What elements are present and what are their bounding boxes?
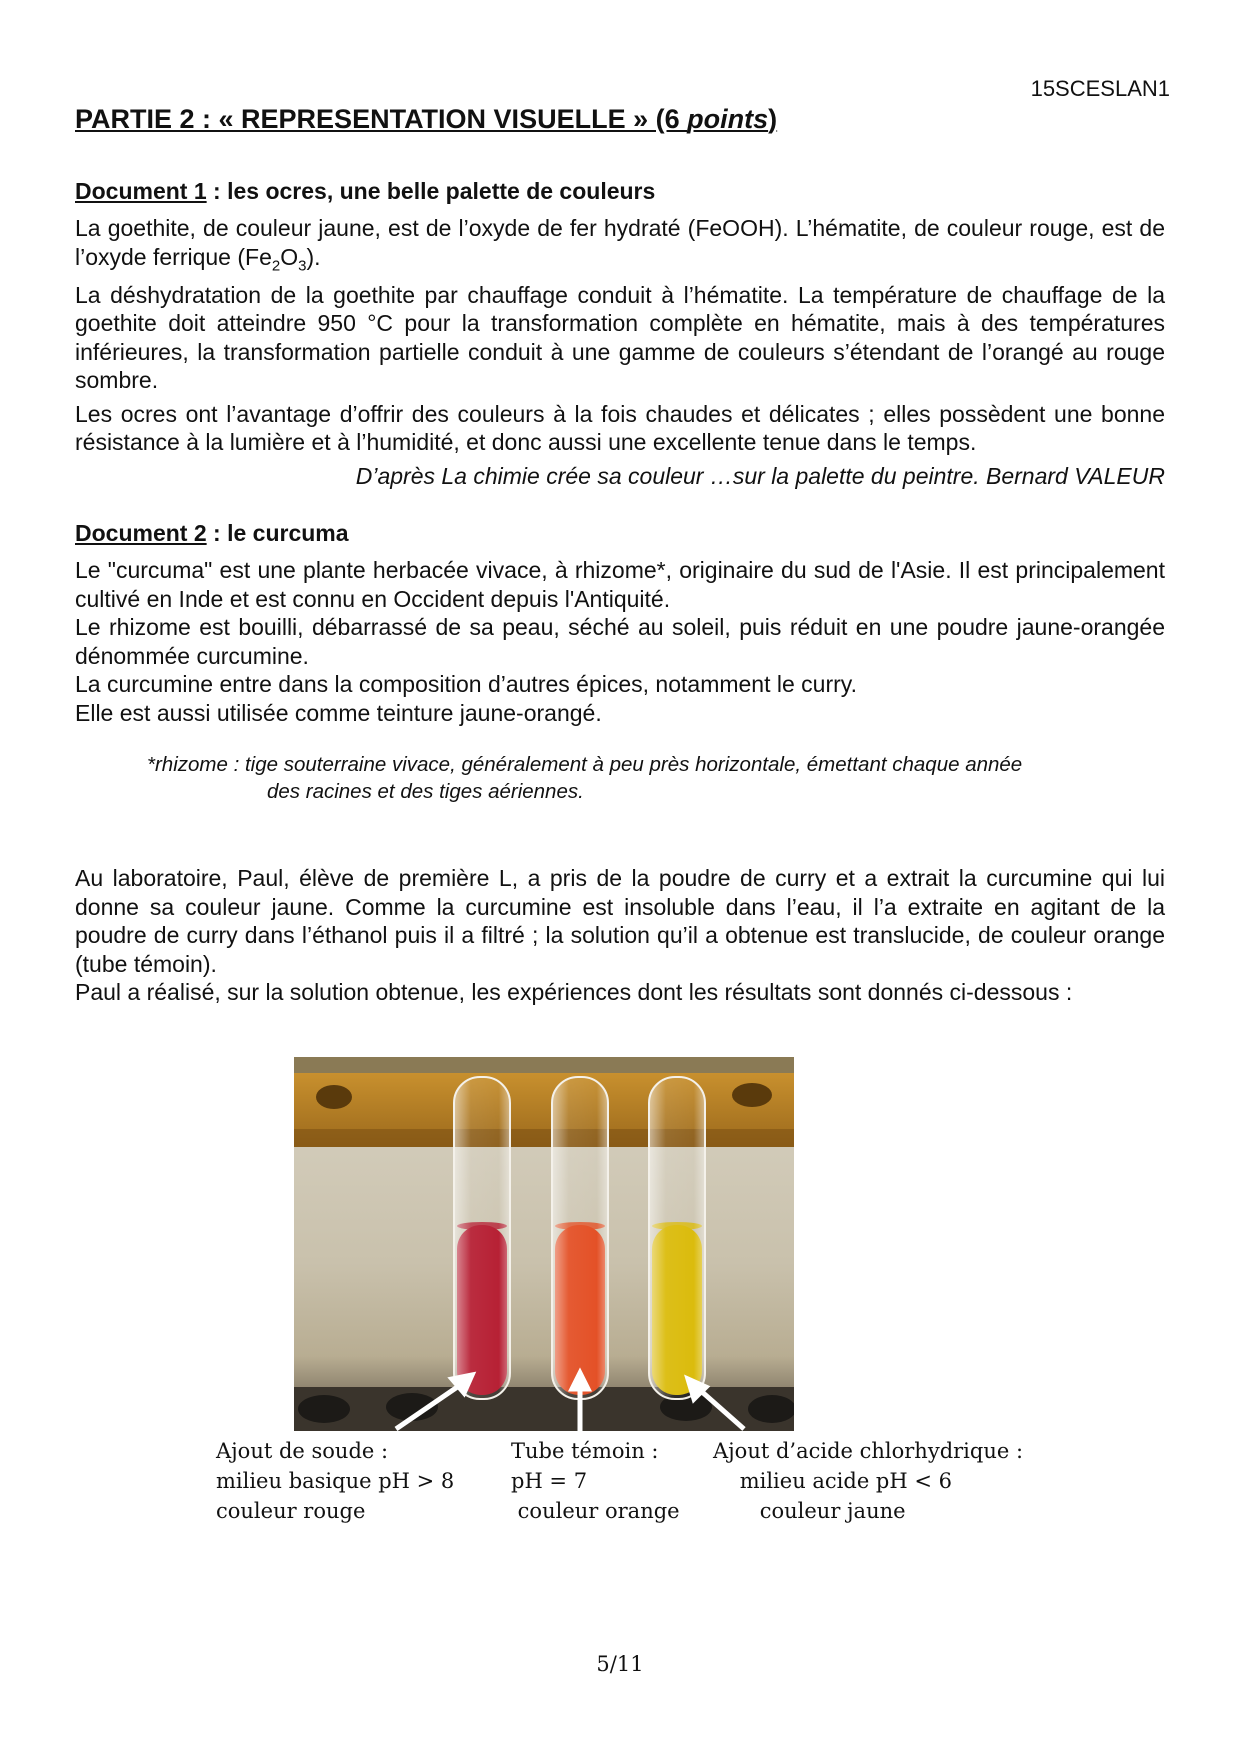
page-title: PARTIE 2 : « REPRESENTATION VISUELLE » (6 points) — [75, 104, 778, 134]
footnote-rhizome: *rhizome : tige souterraine vivace, généralement à peu près horizontale, émettant chaque année des racines et des tiges aériennes. — [147, 753, 1023, 803]
document-1 — [75, 178, 1165, 490]
tube-temoin — [552, 1077, 608, 1399]
experiment-paragraph-1: Au laboratoire, Paul, élève de première L, a pris de la poudre de curry et a extrait la curcumine qui lui donne sa couleur jaune. Comme la curcumine est insoluble dans l’eau, il l’a extraite en agitant de la poudre de curry dans l’éthanol puis il a filtré ; la solution qu’il a obtenue est translucide, de couleur orange (tube témoin). — [75, 865, 1165, 977]
experiment-paragraph-2: Paul a réalisé, sur la solution obtenue, les expériences dont les résultats sont donnés ci-dessous : — [75, 979, 1073, 1005]
exam-code: 15SCESLAN1 — [1030, 76, 1170, 101]
tube-soude — [454, 1077, 510, 1399]
caption-temoin: Tube témoin : pH = 7 couleur orange — [511, 1439, 680, 1523]
tube-acide-glass — [649, 1077, 705, 1399]
experiment-text — [75, 864, 1165, 1007]
document-2-paragraph-3: La curcumine entre dans la composition d’autres épices, notamment le curry. — [75, 671, 857, 697]
document-1-paragraph-2: La déshydratation de la goethite par chauffage conduit à l’hématite. La température de chauffage de la goethite doit atteindre 950 °C pour la transformation complète en hématite, mais à des températures inférieures, la transformation partielle conduit à une gamme de couleurs s’étendant de l’orangé au rouge sombre. — [75, 281, 1165, 394]
wooden-rack — [294, 1073, 794, 1147]
tube-acide — [649, 1077, 705, 1399]
caption-soude: Ajout de soude : milieu basique pH > 8 couleur rouge — [216, 1439, 455, 1523]
document-1-paragraph-3: Les ocres ont l’avantage d’offrir des couleurs à la fois chaudes et délicates ; elles possèdent une bonne résistance à la lumière et à l’humidité, et donc aussi une excellente tenue dans le temps. — [75, 400, 1165, 456]
document-1-heading: Document 1 : les ocres, une belle palette de couleurs — [75, 178, 656, 204]
test-tubes-photo — [294, 1057, 794, 1431]
photo-top-edge — [294, 1057, 794, 1073]
document-1-paragraph-1: La goethite, de couleur jaune, est de l’oxyde de fer hydraté (FeOOH). L’hématite, de couleur rouge, est de l’oxyde ferrique $(Fe_2O_3)$. — [75, 215, 1165, 275]
document-1-source: D’après La chimie crée sa couleur …sur la palette du peintre. Bernard VALEUR — [355, 462, 1165, 489]
caption-acide: Ajout d’acide chlorhydrique : milieu acide pH < 6 couleur jaune — [713, 1439, 1024, 1523]
document-2-paragraph-4: Elle est aussi utilisée comme teinture jaune-orangé. — [75, 699, 602, 726]
tube-soude-glass — [454, 1077, 510, 1399]
document-2-paragraph-2: Le rhizome est bouilli, débarrassé de sa peau, séché au soleil, puis réduit en une poudre jaune-orangée dénommée curcumine. — [75, 614, 1165, 669]
page-number: 5/11 — [596, 1652, 644, 1676]
document-2 — [75, 520, 1165, 805]
tube-temoin-glass — [552, 1077, 608, 1399]
document-2-heading: Document 2 : le curcuma — [75, 520, 349, 546]
document-2-paragraph-1: Le "curcuma" est une plante herbacée vivace, à rhizome*, originaire du sud de l'Asie. Il est principalement cultivé en Inde et est connu en Occident depuis l'Antiquité. — [75, 557, 1165, 612]
